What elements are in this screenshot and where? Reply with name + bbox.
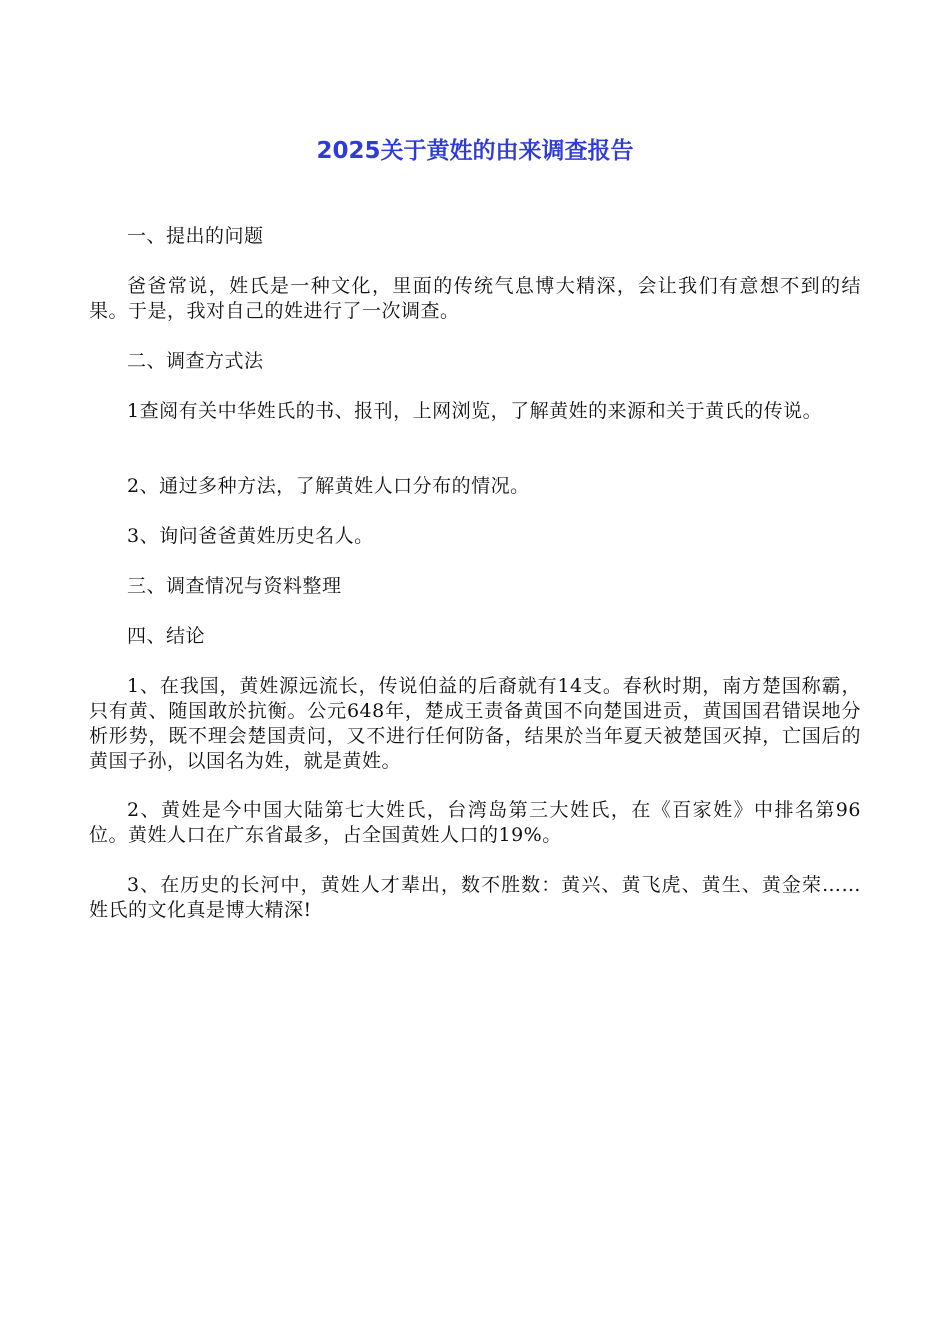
heading-text: 四、结论 [127, 625, 206, 647]
paragraph-method-3 [89, 524, 861, 549]
heading-text: 二、调查方式法 [127, 350, 264, 372]
document-title: 2025关于黄姓的由来调查报告 [316, 138, 634, 164]
section-heading-conclusion [89, 624, 861, 649]
paragraph-text: 3、在历史的长河中，黄姓人才辈出，数不胜数：黄兴、黄飞虎、黄生、黄金荣……姓氏的文化真是博大精深! [89, 874, 861, 921]
paragraph-text: 爸爸常说，姓氏是一种文化，里面的传统气息博大精深，会让我们有意想不到的结果。于是，我对自己的姓进行了一次调查。 [89, 275, 861, 322]
paragraph-text: 1查阅有关中华姓氏的书、报刊，上网浏览，了解黄姓的来源和关于黄氏的传说。 [127, 400, 823, 422]
section-heading-findings [89, 574, 861, 599]
heading-text: 三、调查情况与资料整理 [127, 575, 342, 597]
paragraph-method-2 [89, 474, 861, 499]
paragraph-conclusion-2 [89, 798, 861, 848]
paragraph-conclusion-3 [89, 873, 861, 923]
section-heading-problem [89, 224, 861, 249]
section-heading-method [89, 349, 861, 374]
paragraph-text: 3、询问爸爸黄姓历史名人。 [127, 525, 374, 547]
paragraph-text: 1、在我国，黄姓源远流长，传说伯益的后裔就有14支。春秋时期，南方楚国称霸，只有黄、随国敢於抗衡。公元648年，楚成王责备黄国不向楚国进贡，黄国国君错误地分析形势，既不理会楚国责问，又不进行任何防备，结果於当年夏天被楚国灭掉，亡国后的黄国子孙，以国名为姓，就是黄姓。 [89, 675, 861, 772]
paragraph-conclusion-1 [89, 674, 861, 774]
paragraph-text: 2、通过多种方法，了解黄姓人口分布的情况。 [127, 475, 530, 497]
heading-text: 一、提出的问题 [127, 225, 264, 247]
paragraph-text: 2、黄姓是今中国大陆第七大姓氏，台湾岛第三大姓氏，在《百家姓》中排名第96位。黄姓人口在广东省最多，占全国黄姓人口的19%。 [89, 799, 861, 846]
paragraph-method-1 [89, 399, 861, 424]
paragraph-intro [89, 274, 861, 324]
